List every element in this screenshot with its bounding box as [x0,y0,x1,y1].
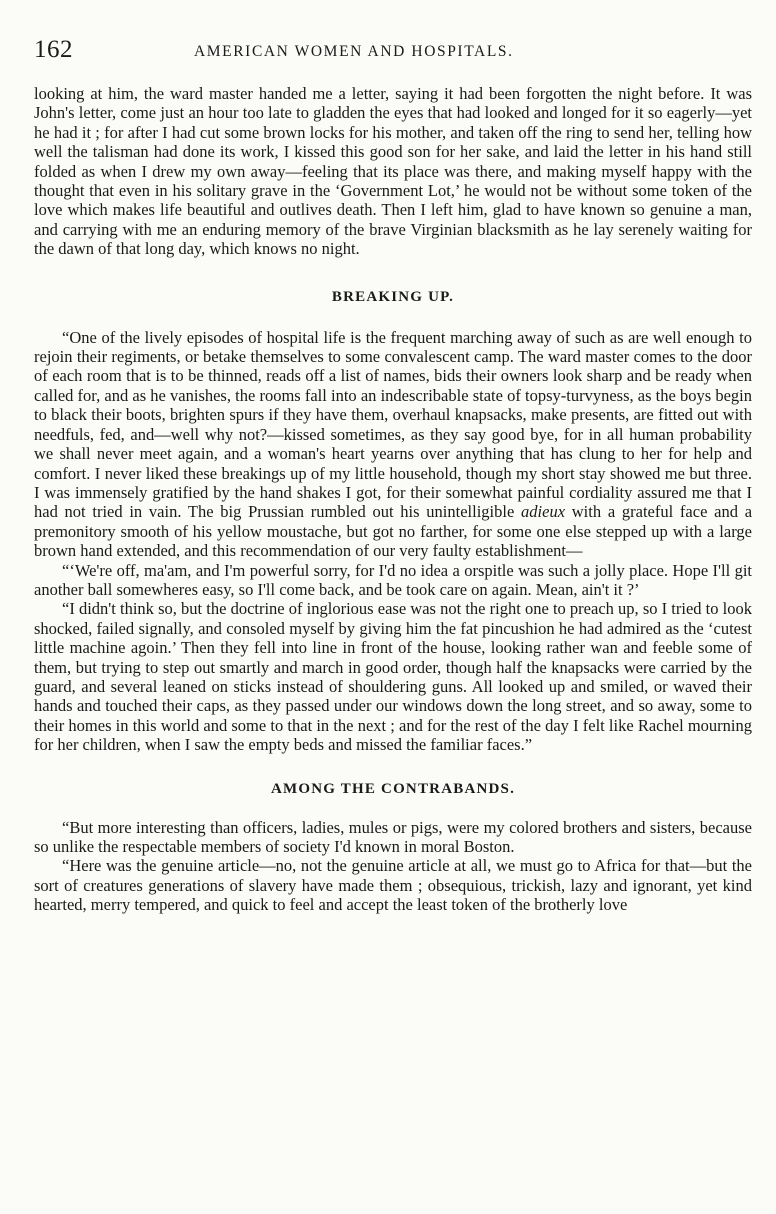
section-heading-breaking-up: BREAKING UP. [331,288,455,305]
paragraph-genuine-article: “Here was the genuine article—no, not the genuine article at all, we must go to Africa for that—but the sort of creatures generations of slavery have made them ; obsequious, trickish, lazy and ignorant, yet kind hearted, merry tempered, and quick to feel and accept the least token of the brotherly love [34,856,752,915]
page-number: 162 [34,36,73,63]
italic-word-adieux: adieux [521,502,566,522]
running-title: AMERICAN WOMEN AND HOSPITALS. [194,43,514,60]
running-header [34,36,752,66]
section-heading-contrabands: AMONG THE CONTRABANDS. [270,780,516,797]
paragraph-hospital-episodes-text: “One of the lively episodes of hospital life is the frequent marching away of such as are well enough to rejoin their regiments, or betake themselves to some convalescent camp. The ward master comes to the door of each room that is to be thinned, reads off a list of names, bids their owners look sharp and be ready when called for, and as he vanishes, the rooms fall into an indescribable state of topsy-turvyness, as the boys begin to black their boots, brighten spurs if they have them, overhaul knapsacks, make presents, are fitted out with needfuls, fed, and—well why not?—kissed sometimes, as they say good bye, for in all human probability we shall never meet again, and a woman's heart yearns over anything that has clung to her for help and comfort. I never liked these breakings up of my little household, though my short stay showed me but three. I was immensely gratified by the hand shakes I got, for their somewhat painful cordiality assured me that I had not tried in vain. The big Prussian rumbled out his unintelligible [34,327,752,522]
paragraph-departure: “I didn't think so, but the doctrine of inglorious ease was not the right one to preach up, so I tried to look shocked, failed signally, and consoled myself by giving him the fat pincushion he had admired as the ‘cutest little machine agoin.’ Then they fell into line in front of the house, looking rather wan and feeble some of them, but trying to step out smartly and march in good order, though half the knapsacks were carried by the guard, and several leaned on sticks instead of shouldering guns. All looked up and smiled, or waved their hands and touched their caps, as they passed under our windows down the long street, and so away, some to their homes in this world and some to that in the next ; and for the rest of the day I felt like Rachel mourning for her children, when I saw the empty beds and missed the familiar faces.” [34,599,752,755]
paragraph-hospital-episodes-end: with a grateful face and a premonitory smooth of his yellow moustache, but got no farther, for some one else stepped up with a large brown hand extended, and this recommendation of our very faulty establishment— [34,502,753,561]
paragraph-soldier-quote: “‘We're off, ma'am, and I'm powerful sorry, for I'd no idea a orspitle was such a jolly place. Hope I'll git another ball somewheres easy, so I'll come back, and be took care on again. Mean, ain't it ?’ [34,560,752,599]
paragraph-colored-brothers: “But more interesting than officers, ladies, mules or pigs, were my colored brothers and sisters, because so unlike the respectable members of society I'd known in moral Boston. [34,817,752,856]
paragraph-hospital-episodes [34,328,752,561]
paragraph-john-letter: looking at him, the ward master handed me a letter, saying it had been forgotten the night before. It was John's letter, come just an hour too late to gladden the eyes that had looked and longed for it so eagerly—yet he had it ; for after I had cut some brown locks for his mother, and taken off the ring to send her, telling how well the talisman had done its work, I kissed this good son for her sake, and laid the letter in his hand still folded as when I drew my own away—feeling that its place was there, and making myself happy with the thought that even in his solitary grave in the ‘Government Lot,’ he would not be without some token of the love which makes life beautiful and outlives death. Then I left him, glad to have known so genuine a man, and carrying with me an enduring memory of the brave Virginian blacksmith as he lay serenely waiting for the dawn of that long day, which knows no night. [34,84,752,259]
